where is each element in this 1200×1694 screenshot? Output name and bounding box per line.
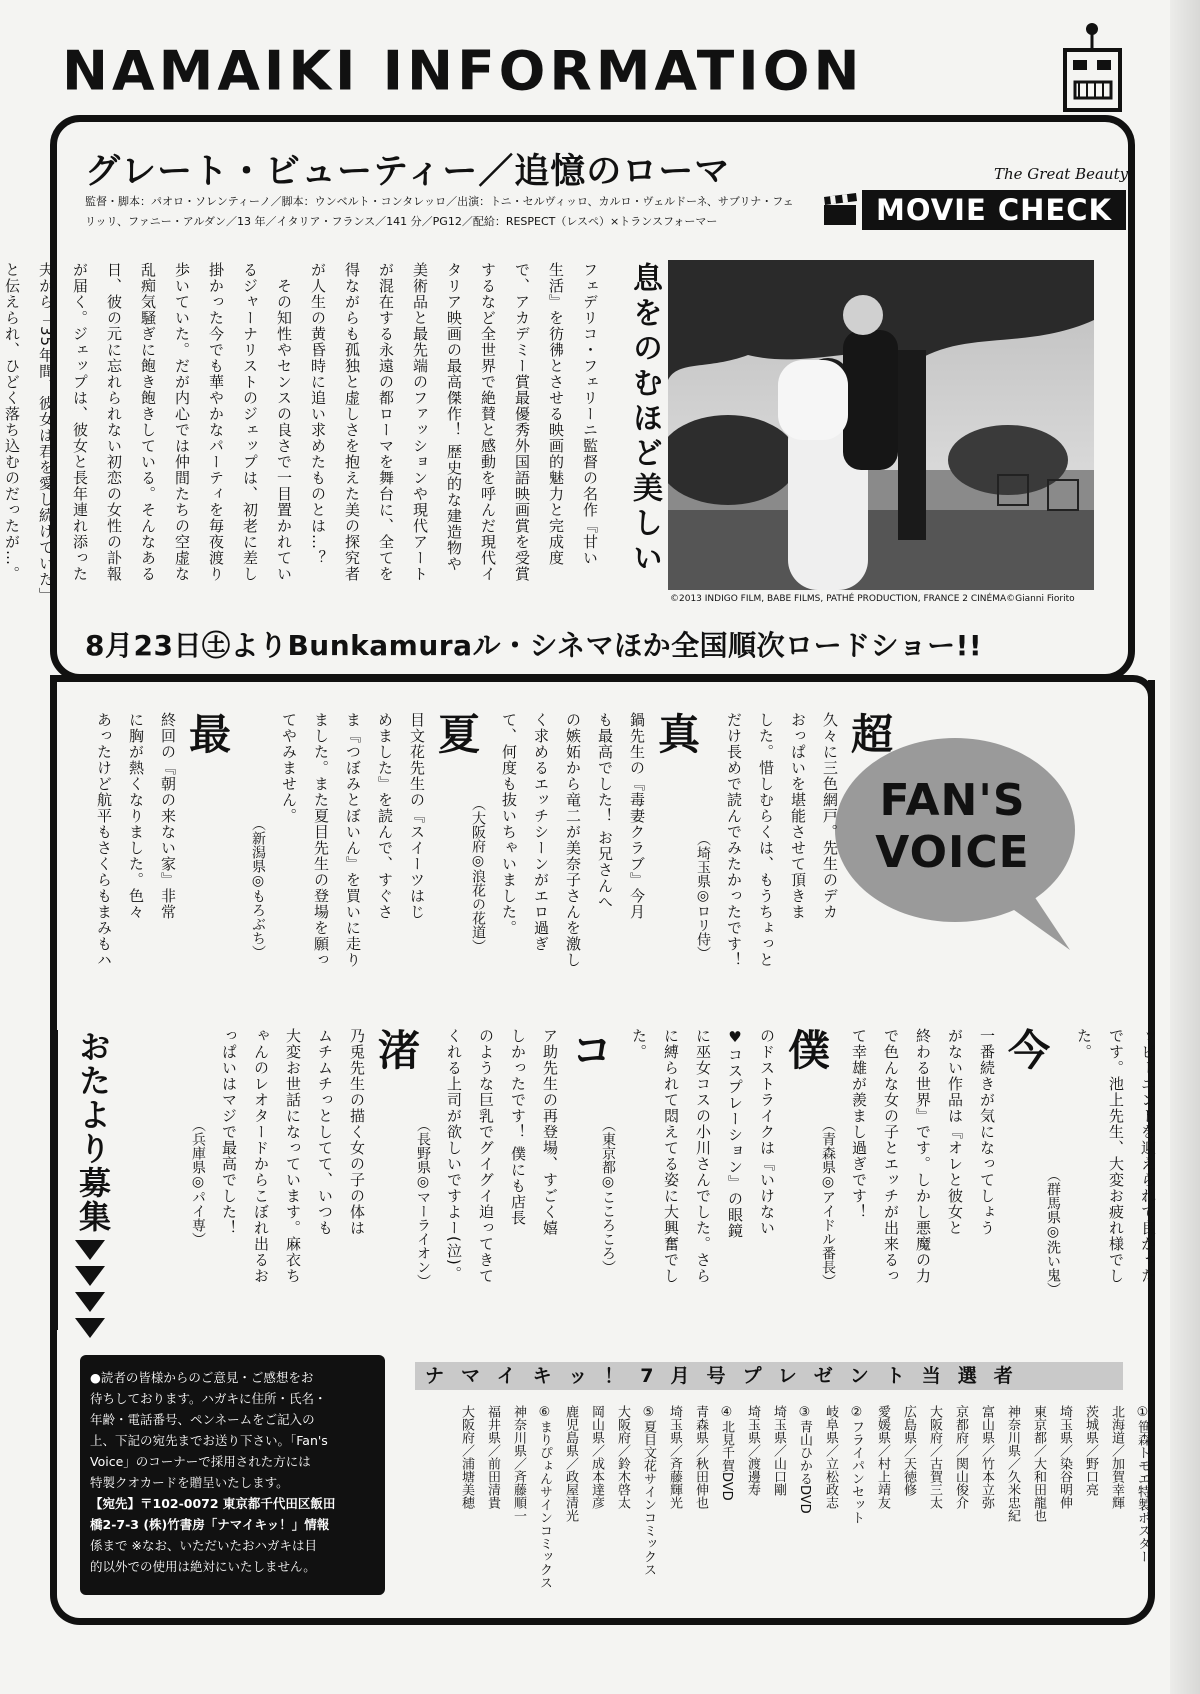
movie-headline: 息をのむほど美しい [627, 262, 662, 577]
letter-line: だけ長めで読んでみたかったです！ [725, 712, 743, 968]
letter-line: のドストライクは『いけない [758, 1028, 776, 1236]
fans-voice-line: FAN'S [879, 775, 1026, 826]
winner-entry: 愛媛県／村上靖友 [875, 1405, 890, 1509]
winner-entry: 東京都／大和田龍也 [1031, 1405, 1046, 1522]
down-triangles-icon [75, 1240, 107, 1344]
winner-entry: 京都府／関山俊介 [953, 1405, 968, 1509]
letter-line: く求めるエッチシーンがエロ過ぎ [532, 712, 550, 952]
lead-column: 乱痴気騒ぎに飽き飽きしている。そんなある [139, 262, 157, 582]
letter-line: てやみません。 [280, 712, 298, 824]
clapperboard-icon [822, 193, 858, 227]
info-line: 待ちしております。ハガキに住所・氏名・ [90, 1391, 327, 1406]
page-edge [1170, 0, 1200, 1694]
letter-line: くれる上司が欲しいですよー(泣)。 [445, 1028, 463, 1282]
otayori-title: おたより募集 [74, 1030, 112, 1234]
info-line: 的以外での使用は絶対にいたしません。 [90, 1559, 316, 1574]
letter-line: ゃんのレオタードからこぼれ出るお [252, 1028, 270, 1284]
lead-column: 得ながらも孤独と虚しさを抱えた美の探究者 [343, 262, 361, 582]
letter-line: 目文花先生の『スイーツはじ [408, 712, 426, 920]
winner-entry: 広島県／天徳修 [901, 1405, 916, 1496]
letter-line: めました』を読んで、すぐさ [376, 712, 394, 920]
lead-column: 歩いていた。だが内心では仲間たちの空虚な [173, 262, 191, 582]
lead-column: 夫から「35年間、彼女は君を愛し続けていた」 [37, 262, 55, 604]
letter-signature: （東京都◎こころころ） [600, 1118, 616, 1274]
letter-initial: 僕 [782, 1028, 831, 1070]
letter-line: 久々に三色網戸。先生のデカ [821, 712, 839, 920]
info-line: Voice」のコーナーで採用された方には [90, 1454, 311, 1469]
winner-entry: 埼玉県／山口剛 [771, 1405, 786, 1496]
lead-column: 美術品と最先端のファッションや現代アート [411, 262, 429, 582]
winner-entry: ②フライパンセット [849, 1405, 864, 1524]
letter-line: た。 [630, 1028, 648, 1060]
letter-initial: 夏 [432, 712, 481, 754]
letter-signature: （青森県◎アイドル番長） [820, 1118, 836, 1288]
movie-check-label [822, 190, 1126, 230]
letter-signature: （長野県◎マーライオン） [415, 1118, 431, 1288]
winner-entry: ⑥まりぴょんサインコミックス [537, 1405, 552, 1589]
letter-line: っぱいはマジで最高でした！ [220, 1028, 238, 1236]
lead-column: が届く。ジェップは、彼女と長年連れ添った [71, 262, 89, 582]
letter-line: 終回の『朝の来ない家』非常 [159, 712, 177, 920]
robot-mascot-icon [1055, 20, 1130, 115]
winner-entry: ⑤夏目文花サインコミックス [641, 1405, 656, 1576]
letter-line: ムチムチっとしてて、いつも [316, 1028, 334, 1236]
letter-line: に縛られて悶えてる姿に大興奮でし [662, 1028, 680, 1284]
info-line: 【宛先】〒102-0072 東京都千代田区飯田 [90, 1496, 336, 1511]
winner-entry: 鹿児島県／政屋清光 [563, 1405, 578, 1522]
letter [465, 712, 701, 968]
letter-initial: 真 [652, 712, 701, 754]
winner-entry: 北海道／加賀幸輝 [1109, 1405, 1124, 1509]
letter-signature: （兵庫県◎パイ専） [190, 1118, 206, 1246]
letter-signature: （大阪府◎浪花の花道） [470, 797, 486, 953]
winner-entry: 茨城県／野口亮 [1083, 1405, 1098, 1496]
letter-line: 大変お世話になっています。麻衣ち [284, 1028, 302, 1284]
lead-column: 掛かった今でも華やかなパーティを毎夜渡り [207, 262, 225, 582]
otayori-info [80, 1355, 385, 1595]
letter-line: ま『つぼみとぼいん』を買いに走り [344, 712, 362, 968]
letter-line: ♥コスプレーション』の眼鏡 [726, 1028, 744, 1239]
letter-line: ア助先生の再登場、すごく嬉 [541, 1028, 559, 1236]
lead-column: 生活』を彷彿とさせる映画的魅力と完成度 [547, 262, 565, 566]
letter-signature: （新潟県◎もろぶち） [250, 817, 266, 959]
lead-column: 日、彼の元に忘れられない初恋の女性の訃報 [105, 262, 123, 582]
letter-initial: 最 [183, 712, 232, 754]
letter-line: 鍋先生の『毒妻クラブ』今月 [628, 712, 646, 920]
letter-initial: コ [565, 1028, 614, 1070]
letter-signature: （群馬県◎洗い鬼） [1045, 1168, 1061, 1296]
letter [410, 1028, 614, 1288]
letter-line: おっぱいを堪能させて頂きま [789, 712, 807, 920]
letter-initial: 渚 [372, 1028, 421, 1070]
letter-line: の嫉妬から竜二が美奈子さんを激し [564, 712, 582, 968]
info-line: 橋2-7-3 (株)竹書房「ナマイキッ！」情報 [90, 1517, 330, 1532]
movie-check-text: MOVIE CHECK [862, 190, 1126, 230]
lead-column: が混在する永遠の都ローマを舞台に、全てを [377, 262, 395, 582]
winner-entry: 福井県／前田清貴 [485, 1405, 500, 1509]
photo-credit: ©2013 INDIGO FILM, BABE FILMS, PATHÉ PRODUCTION, FRANCE 2 CINÉMA©Gianni Fiorito [670, 594, 1075, 604]
winner-entry: 富山県／竹本立弥 [979, 1405, 994, 1509]
letter-line: がない作品は『オレと彼女と [946, 1028, 964, 1236]
lead-column: タリア映画の最高傑作！ 歴史的な建造物や [445, 262, 463, 572]
letter-line: た。 [1075, 1028, 1093, 1060]
letter [690, 712, 894, 968]
winner-entry: 大阪府／古賀三太 [927, 1405, 942, 1509]
movie-credits [85, 192, 805, 232]
letter [185, 1028, 421, 1284]
letter-initial: 超 [845, 712, 894, 754]
letter-line: ッピーエンドを迎えられて良かった [1139, 1028, 1157, 1284]
letter-line: に胸が熱くなりました。色々 [127, 712, 145, 920]
winner-entry: 埼玉県／染谷明伸 [1057, 1405, 1072, 1509]
lead-column: で、アカデミー賞最優秀外国語映画賞を受賞 [513, 262, 531, 582]
winner-entry: 岡山県／成本達彦 [589, 1405, 604, 1509]
page-title: NAMAIKI INFORMATION [62, 39, 864, 103]
letter-signature: （埼玉県◎ロリ侍） [695, 832, 711, 960]
section-divider [50, 675, 1155, 697]
winner-entry: 神奈川県／斉藤順一 [511, 1405, 526, 1522]
winner-entry: 大阪府／浦塘美穂 [459, 1405, 474, 1509]
letter-line: て、何度も抜いちゃいました。 [500, 712, 518, 936]
lead-column: が人生の黄昏時に追い求めたものとは…？ [309, 262, 327, 566]
lead-column: その知性やセンスの良さで一目置かれてい [275, 262, 293, 582]
winner-entry: ④北見千賀DVD [719, 1405, 734, 1501]
movie-still-photo [668, 260, 1094, 590]
letter-line: 終わる世界』です。しかし悪魔の力 [914, 1028, 932, 1284]
letter-line: 乃兎先生の描く女の子の体は [348, 1028, 366, 1236]
winner-entry: 埼玉県／渡邊寿 [745, 1405, 760, 1496]
info-line: 特製クオカードを贈呈いたします。 [90, 1475, 289, 1490]
info-line: 年齢・電話番号、ペンネームをご記入の [90, 1412, 315, 1427]
letter-line: のような巨乳でグイグイ迫ってきて [477, 1028, 495, 1284]
letter [90, 712, 232, 968]
fans-voice-line: VOICE [875, 827, 1030, 878]
movie-title: グレート・ビューティー／追憶のローマ [85, 152, 731, 192]
letter-line: あったけど航平もさくらもまみもハ [95, 712, 113, 968]
letter-line: しかったです！ 僕にも店長 [509, 1028, 527, 1226]
letter-line: です。池上先生、大変お疲れ様でし [1107, 1028, 1125, 1284]
lead-column: と伝えられ、ひどく落ち込むのだったが…。 [3, 262, 21, 582]
present-winners-list [455, 1405, 1154, 1589]
letter-line: 一番続きが気になってしょう [978, 1028, 996, 1236]
info-line: 上、下記の宛先までお送り下さい。「Fan's [90, 1433, 328, 1448]
info-line: ●読者の皆様からのご意見・ご感想をお [90, 1370, 314, 1385]
letter [815, 1028, 1051, 1288]
winner-entry: 埼玉県／斉藤輝光 [667, 1405, 682, 1509]
letter-line: で色んな女の子とエッチが出来るっ [882, 1028, 900, 1284]
letter-line: ました。また夏目先生の登場を願っ [312, 712, 330, 968]
lead-column: るジャーナリストのジェップは、初老に差し [241, 262, 259, 582]
letter-line: て幸雄が羨まし過ぎです！ [850, 1028, 868, 1220]
lead-column: するなど全世界で絶賛と感動を呼んだ現代イ [479, 262, 497, 582]
winner-entry: 岐阜県／立松政志 [823, 1405, 838, 1509]
letter-line: に巫女コスの小川さんでした。さら [694, 1028, 712, 1284]
credits-line: リッリ、ファニー・アルダン／13 年／イタリア・フランス／141 分／PG12／配給：RESPECT（レスペ）×トランスフォーマー [85, 215, 718, 228]
present-winners-header: ナマイキッ！7月号プレゼント当選者 [415, 1362, 1123, 1390]
letter-initial: 今 [1002, 1028, 1051, 1070]
winner-entry: 青森県／秋田伸也 [693, 1405, 708, 1509]
lead-column: フェデリコ・フェリーニ監督の名作『甘い [581, 262, 599, 566]
movie-title-english: The Great Beauty [994, 165, 1129, 183]
letter [1040, 1028, 1162, 1296]
winner-entry: ③青山ひかるDVD [797, 1405, 812, 1514]
winner-entry: 大阪府／鈴木啓太 [615, 1405, 630, 1509]
movie-lead-text [3, 262, 605, 604]
credits-line: 監督・脚本：パオロ・ソレンティーノ／脚本：ウンベルト・コンタレッロ／出演：トニ・セルヴィッロ、カルロ・ヴェルドーネ、サブリナ・フェ [85, 195, 794, 208]
otayori-bar [50, 1030, 58, 1330]
winner-entry: 神奈川県／久米忠紀 [1005, 1405, 1020, 1522]
winner-entry: ①笹森トモエ特製ポスター [1135, 1405, 1150, 1563]
letter-line: した。惜しむらくは、もうちょっと [757, 712, 775, 968]
release-info: 8月23日㊏よりBunkamuraル・シネマほか全国順次ロードショー!! [85, 629, 983, 662]
letter-line: も最高でした！ お兄さんへ [596, 712, 614, 910]
info-line: 係まで ※なお、いただいたおハガキは目 [90, 1538, 317, 1553]
